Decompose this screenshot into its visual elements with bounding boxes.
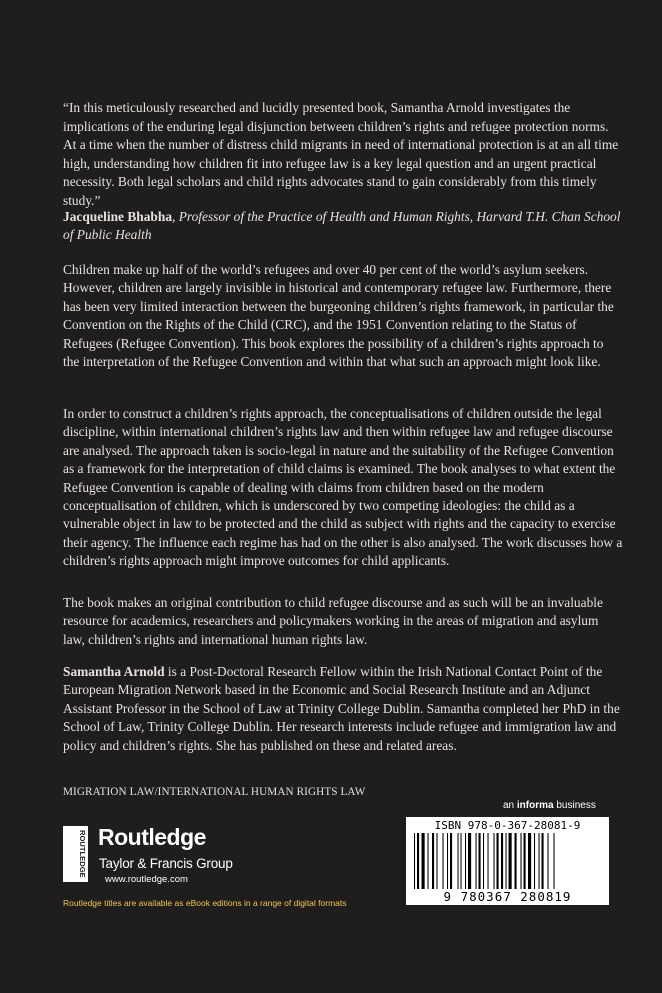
bio-text: is a Post-Doctoral Research Fellow within the Irish National Contact Point of the European Migration Network based in the Economic and Social Research Institute and an Adjunct Assistant Professor in the School of Law at Trinity College Dublin. Samantha completed her PhD in the School of Law, Trinity College Dublin. Her research interests include refugee and immigration law and policy and children’s rights. She has published on these and related areas.: [63, 664, 620, 753]
publisher-logo: [63, 826, 253, 888]
isbn-barcode: [406, 817, 609, 905]
endorsement-quote: [63, 99, 623, 210]
barcode-stripe: [534, 833, 535, 889]
quote-author-title: , Professor of the Practice of Health and Human Rights, Harvard T.H. Chan School of Public Health: [63, 209, 621, 242]
barcode-stripe: [443, 833, 444, 889]
barcode-stripe: [488, 833, 489, 889]
barcode-stripe: [414, 833, 415, 889]
barcode-stripe: [465, 833, 466, 889]
barcode-stripe: [506, 833, 507, 889]
barcode-stripe: [447, 833, 448, 889]
informa-prefix: an: [503, 800, 517, 811]
routledge-mark-text: ROUTLEDGE: [78, 830, 87, 878]
barcode-stripe: [479, 833, 481, 889]
author-bio: [63, 663, 623, 755]
quote-author: Jacqueline Bhabha: [63, 209, 173, 224]
barcode-stripe: [450, 833, 452, 889]
barcode-stripe: [501, 833, 503, 889]
barcode-stripe: [458, 833, 459, 889]
bio-author-name: Samantha Arnold: [63, 664, 165, 679]
informa-brand: informa: [516, 800, 554, 811]
isbn-label: ISBN 978-0-367-28081-9: [434, 819, 581, 832]
barcode-stripe: [497, 833, 499, 889]
barcode-stripe: [494, 833, 495, 889]
informa-tagline: [503, 800, 596, 811]
barcode-stripe: [509, 833, 512, 889]
barcode-stripe: [476, 833, 477, 889]
informa-suffix: business: [553, 800, 596, 811]
barcode-stripe: [468, 833, 471, 889]
barcode-stripe: [542, 833, 544, 889]
ebook-note: Routledge titles are available as eBook editions in a range of digital formats: [63, 898, 347, 908]
barcode-stripe: [461, 833, 462, 889]
barcode-stripe: [432, 833, 434, 889]
barcode-stripe: [539, 833, 540, 889]
barcode-stripe: [524, 833, 526, 889]
barcode-stripe: [528, 833, 531, 889]
barcode-stripe: [521, 833, 522, 889]
subject-category: MIGRATION LAW/INTERNATIONAL HUMAN RIGHTS LAW: [63, 786, 366, 798]
barcode-stripe: [483, 833, 484, 889]
publisher-group: Taylor & Francis Group: [99, 856, 233, 871]
description-paragraph-3: The book makes an original contribution to child refugee discourse and as such will be an invaluable resource for academics, researchers and policymakers working in the areas of migration and asylum law, children’s rights and international human rights law.: [63, 595, 603, 647]
barcode-stripe: [437, 833, 438, 889]
quote-attribution: [63, 208, 623, 244]
barcode-stripe: [417, 833, 419, 889]
routledge-mark-icon: [63, 826, 88, 882]
barcode-bars: [414, 833, 602, 889]
barcode-stripe: [428, 833, 429, 889]
publisher-name: Routledge: [98, 824, 206, 850]
quote-text: “In this meticulously researched and lucidly presented book, Samantha Arnold investigates the implications of the enduring legal disjunction between children’s rights and refugee protection norms. At a time when the number of distress child migrants in need of international protection is at an all time high, understanding how children fit into refugee law is a key legal question and an urgent practical necessity. Both legal scholars and child rights advocates stand to gain considerably from this timely study.”: [63, 100, 619, 208]
description-paragraph-2: In order to construct a children’s rights approach, the conceptualisations of children outside the legal discipline, within international children’s rights law and then within refugee law and refugee discourse are analysed. The approach taken is socio-legal in nature and the suitability of the Refugee Convention as a framework for the interpretation of child claims is examined. The book analyses to what extent the Refugee Convention is capable of dealing with claims from children based on the modern conceptualisation of children, which is underscored by two competing ideologies: the child as a vulnerable object in law to be protected and the child as subject with rights and the capacity to exercise their agency. The influence each regime has had on the other is also analysed. The work discusses how a children’s rights approach might improve outcomes for child applicants.: [63, 406, 623, 569]
barcode-stripe: [554, 833, 555, 889]
description-paragraph-1: Children make up half of the world’s refugees and over 40 per cent of the world’s asylum seekers. However, children are largely invisible in historical and contemporary refugee law. Furthermore, there has been very limited interaction between the burgeoning children’s rights framework, in particular the Convention on the Rights of the Child (CRC), and the 1951 Convention relating to the Status of Refugees (Refugee Convention). This book explores the possibility of a children’s rights approach to the interpretation of the Refugee Convention and within that what such an approach might look like.: [63, 262, 614, 370]
barcode-stripe: [548, 833, 549, 889]
barcode-stripe: [422, 833, 425, 889]
barcode-stripe: [515, 833, 517, 889]
publisher-url: www.routledge.com: [105, 874, 188, 885]
isbn-digits: 9 780367 280819: [443, 889, 572, 904]
